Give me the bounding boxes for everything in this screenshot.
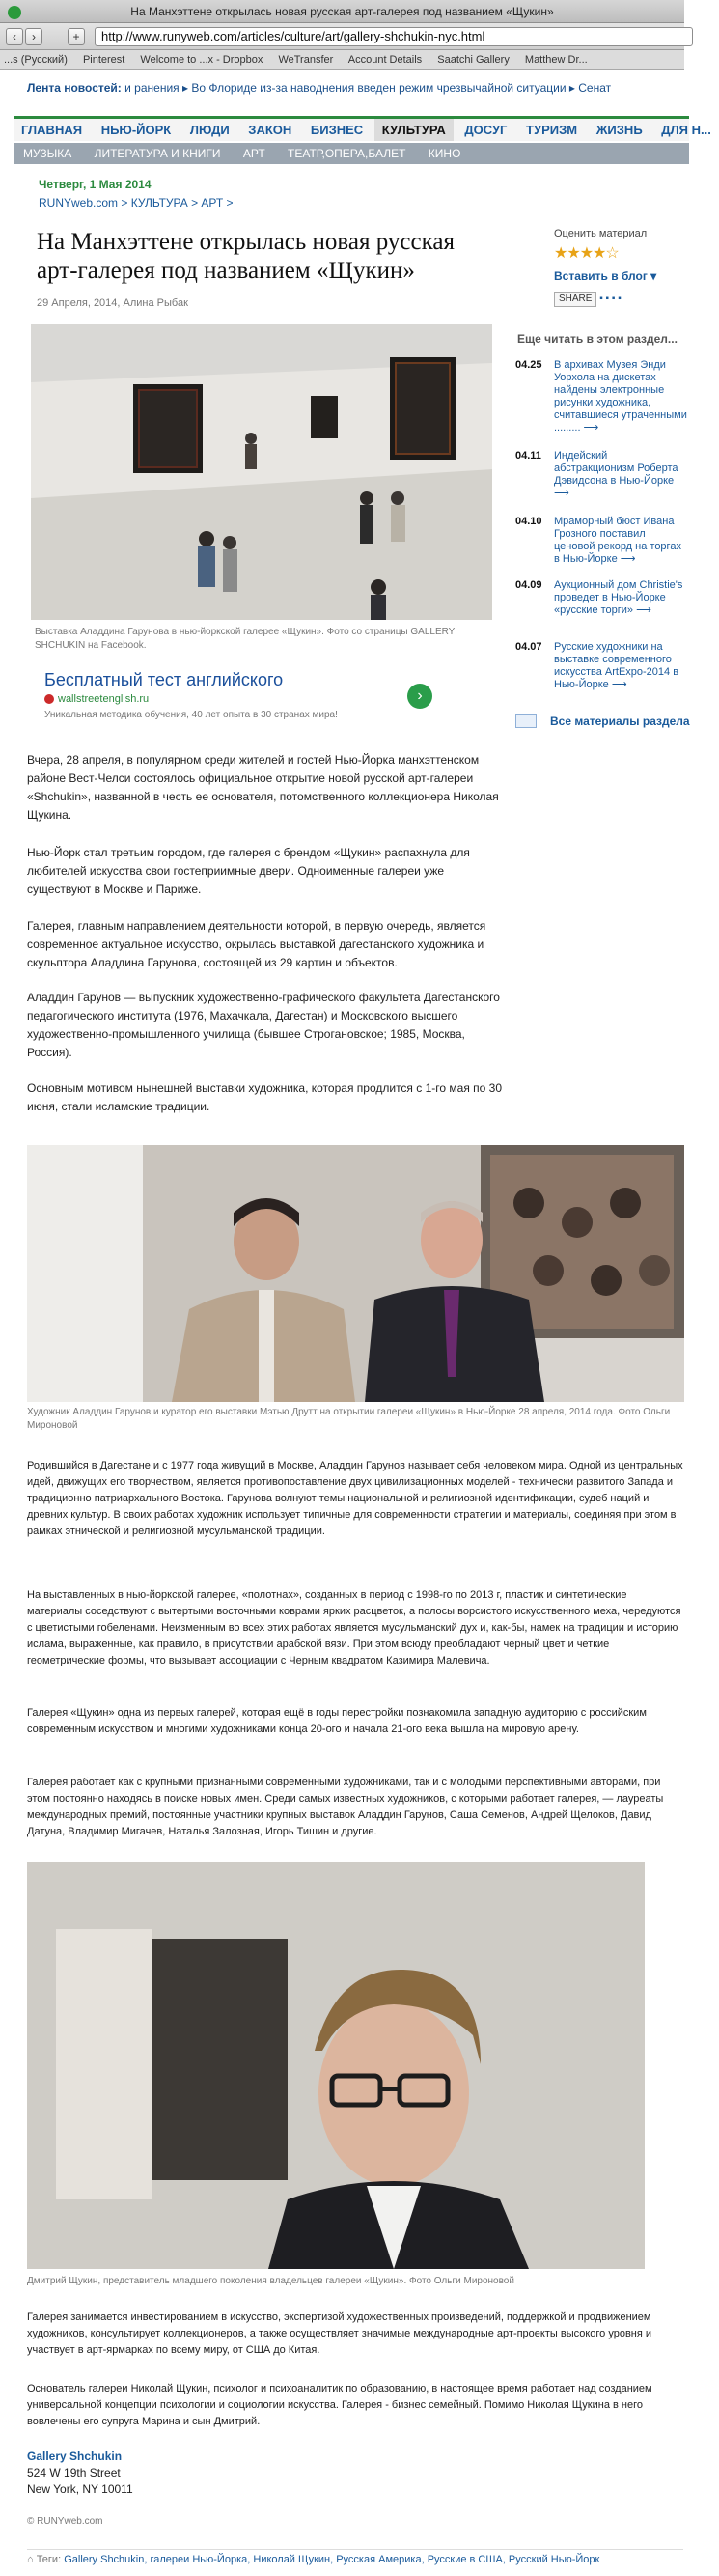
- social-icons[interactable]: ▪ ▪ ▪ ▪: [599, 294, 622, 304]
- artist-and-curator-photo: [27, 1145, 684, 1402]
- bookmark-item[interactable]: Account Details: [347, 54, 423, 66]
- advertisement[interactable]: [37, 670, 436, 726]
- ticker-label: Лента новостей:: [27, 81, 122, 95]
- current-date: Четверг, 1 Мая 2014: [39, 178, 152, 191]
- forward-arrow-icon[interactable]: ›: [25, 28, 42, 45]
- related-item-date: 04.09: [515, 579, 542, 591]
- related-item[interactable]: [515, 641, 684, 703]
- ad-description: Уникальная методика обучения, 40 лет опыта в 30 странах мира!: [44, 710, 338, 720]
- back-arrow-icon[interactable]: ‹: [6, 28, 23, 45]
- bookmark-item[interactable]: Matthew Dr...: [524, 54, 588, 66]
- embed-in-blog-link[interactable]: Вставить в блог ▾: [554, 269, 657, 283]
- bookmark-item[interactable]: WeTransfer: [278, 54, 334, 66]
- gallery-street: 524 W 19th Street: [27, 2466, 121, 2479]
- nav-item-more[interactable]: ДЛЯ Н...: [661, 123, 711, 137]
- gallery-address: [27, 2449, 133, 2498]
- subnav-item-cinema[interactable]: КИНО: [428, 147, 461, 160]
- news-ticker-icon: [8, 6, 21, 19]
- browser-toolbar: [0, 23, 684, 50]
- nav-item-life[interactable]: ЖИЗНЬ: [595, 123, 643, 137]
- nav-item-business[interactable]: БИЗНЕС: [310, 123, 364, 137]
- rating-label: Оценить материал: [554, 228, 648, 239]
- ad-title[interactable]: Бесплатный тест английского: [44, 670, 284, 689]
- subnav-item-theatre[interactable]: ТЕАТР,ОПЕРА,БАЛЕТ: [288, 147, 406, 160]
- nav-item-culture[interactable]: КУЛЬТУРА: [374, 119, 454, 141]
- photo-caption: Художник Аладдин Гарунов и куратор его выставки Мэтью Друтт на открытии галереи «Щукин» в Нью-Йорке 28 апреля, 2014 года. Фото Ольги Мироновой: [27, 1407, 671, 1431]
- subnav-item-literature[interactable]: ЛИТЕРАТУРА И КНИГИ: [94, 147, 221, 160]
- gallery-interior-photo: [31, 324, 492, 620]
- tag-icon: ⌂: [27, 2554, 37, 2565]
- ad-favicon-icon: [44, 694, 54, 704]
- related-item-title[interactable]: Русские художники на выставке современного искусства ArtExpo-2014 в Нью-Йорке ⟶: [554, 641, 679, 690]
- arrow-right-icon[interactable]: ›: [407, 684, 432, 709]
- related-item-title[interactable]: В архивах Музея Энди Уорхола на дискетах найдены электронные рисунки художника, считавшиеся утраченными ......... ⟶: [554, 359, 687, 434]
- tag-link[interactable]: Русская Америка,: [336, 2554, 425, 2565]
- tag-link[interactable]: галереи Нью-Йорка,: [150, 2554, 251, 2565]
- url-bar[interactable]: http://www.runyweb.com/articles/culture/art/gallery-shchukin-nyc.html: [95, 27, 693, 46]
- breadcrumb[interactable]: RUNYweb.com > КУЛЬТУРА > АРТ >: [39, 196, 234, 210]
- nav-item-new-york[interactable]: НЬЮ-ЙОРК: [100, 123, 172, 137]
- article-paragraph: Галерея работает как с крупными признанными современными художниками, так и с молодыми перспективными авторами, при этом постоянно находясь в поиске новых имен. Среди самых известных художников, с которыми работает галерея, — лауреаты международных премий, постоянные участники крупных выставок Аладдин Гарунов, Саша Семенов, Андрей Щелоков, Давид Датуна, Владимир Мигачев, Наталья Залозная, Игорь Тишин и другие.: [27, 1777, 664, 1837]
- tag-link[interactable]: Николай Щукин,: [253, 2554, 334, 2565]
- nav-item-home[interactable]: ГЛАВНАЯ: [21, 123, 83, 137]
- related-item-title[interactable]: Индейский абстракционизм Роберта Дэвидсона в Нью-Йорке ⟶: [554, 450, 678, 499]
- article-paragraph: Основатель галереи Николай Щукин, психолог и психоаналитик по образованию, в настоящее время работает над созданием универсальной концепции психологии и социологии искусства. Галерея - бизнес семейный. Помимо Николая Щукина в него вовлечены его супруга Марина и сын Дмитрий.: [27, 2383, 652, 2427]
- article-paragraph: Вчера, 28 апреля, в популярном среди жителей и гостей Нью-Йорка манхэттенском районе Вест-Челси состоялось официальное открытие новой русской арт-галереи «Shchukin», названной в честь ее основателя, потомственного коллекционера Николая Щукина.: [27, 753, 499, 822]
- copyright: © RUNYweb.com: [27, 2516, 103, 2527]
- related-item[interactable]: [515, 450, 684, 499]
- tags-label: Теги:: [36, 2554, 62, 2565]
- nav-item-people[interactable]: ЛЮДИ: [189, 123, 230, 137]
- gallery-name[interactable]: Gallery Shchukin: [27, 2450, 123, 2463]
- photo-caption: Выставка Аладдина Гарунова в нью-йоркской галерее «Щукин». Фото со страницы GALLERY SHCHUKIN на Facebook.: [35, 627, 456, 651]
- ad-url[interactable]: wallstreetenglish.ru: [58, 693, 150, 705]
- article-paragraph: Аладдин Гарунов — выпускник художественно-графического факультета Дагестанского педагогического института (1976, Махачкала, Дагестан) и Московского высшего художественно-промышленного училища (бывшее Строгановское; 1985, Москва, Россия).: [27, 991, 500, 1059]
- rating-stars[interactable]: ★★★★☆: [554, 245, 619, 262]
- related-item-title[interactable]: Мраморный бюст Ивана Грозного поставил ценовой рекорд на торгах в Нью-Йорке ⟶: [554, 516, 681, 565]
- bookmark-item[interactable]: Pinterest: [82, 54, 125, 66]
- article-paragraph: На выставленных в нью-йоркской галерее, «полотнах», созданных в период с 1998-го по 2013 г, пластик и синтетические материалы соседствуют с вытертыми восточными коврами ярких расцветок, а полосы ворсистого искусственного меха, чередуются с цветистыми гобеленами. Неизменным во всех этих работах является мусульманский дух и, как-бы, намек на традиции и историю ислама, выраженные, как правило, в присутствии арабской вязи. При этом всюду преобладают черный цвет и четкие геометрические формы, что вызывает ассоциации с Черным квадратом Казимира Малевича.: [27, 1589, 681, 1666]
- article-paragraph: Основным мотивом нынешней выставки художника, которая продлится с 1-го мая по 30 июня, стали исламские традиции.: [27, 1081, 502, 1113]
- tags-bar: [27, 2549, 683, 2565]
- nav-item-tourism[interactable]: ТУРИЗМ: [526, 123, 578, 137]
- all-section-materials-link[interactable]: Все материалы раздела: [550, 714, 690, 728]
- article-paragraph: Родившийся в Дагестане и с 1977 года живущий в Москве, Аладдин Гарунов называет себя человеком мира. Одной из центральных идей, движущих его творчеством, является противопоставление двух цивилизационных моделей - технически развитого Запада и традиционно патриархального Востока. Гарунова волнуют темы национальной и религиозной идентификации, судеб наций и древних культур. В своих работах художник использует типичные для современности стратегии и материалы, соединяя при этом в рамках этнической и религиозной мусульманской традиции.: [27, 1460, 683, 1537]
- article-paragraph: Галерея, главным направлением деятельности которой, в первую очередь, является современное актуальное искусство, окрылась выставкой дагестанского художника и скульптора Аладдина Гарунова, состоящей из 29 картин и объектов.: [27, 919, 486, 969]
- share-widget[interactable]: [554, 292, 684, 307]
- bookmark-item[interactable]: ...s (Русский): [4, 54, 68, 66]
- related-item[interactable]: [515, 579, 684, 630]
- article-paragraph: Галерея занимается инвестированием в искусство, экспертизой художественных произведений, поддержкой и продвижением художников, консультирует коллекционеров, а также осуществляет значимые международные арт-проекты высокого уровня и участвует в арт-ярмарках по всему миру, от США до Китая.: [27, 2311, 652, 2356]
- related-item-date: 04.11: [515, 450, 541, 462]
- bookmark-item[interactable]: Welcome to ...x - Dropbox: [140, 54, 263, 66]
- gallery-city: New York, NY 10011: [27, 2482, 133, 2496]
- plus-icon[interactable]: +: [68, 28, 85, 45]
- related-item[interactable]: [515, 516, 684, 566]
- dmitry-shchukin-portrait: [27, 1862, 645, 2269]
- tag-link[interactable]: Gallery Shchukin,: [64, 2554, 148, 2565]
- bookmark-item[interactable]: Saatchi Gallery: [437, 54, 510, 66]
- article-paragraph: Нью-Йорк стал третьим городом, где галерея с брендом «Щукин» распахнула для любителей искусства свои гостеприимные двери. Одноименные галереи уже существуют в Москве и Париже.: [27, 846, 470, 896]
- share-button[interactable]: SHARE: [554, 292, 596, 307]
- nav-item-law[interactable]: ЗАКОН: [248, 123, 292, 137]
- news-ticker[interactable]: [0, 75, 684, 100]
- subnav-item-music[interactable]: МУЗЫКА: [23, 147, 72, 160]
- related-item-date: 04.10: [515, 516, 542, 527]
- window-title: На Манхэттене открылась новая русская арт-галерея под названием «Щукин»: [0, 0, 684, 23]
- article-title: На Манхэттене открылась новая русская арт-галерея под названием «Щукин»: [37, 229, 455, 284]
- article-byline: 29 Апреля, 2014, Алина Рыбак: [37, 297, 188, 309]
- tag-link[interactable]: Русский Нью-Йорк: [508, 2554, 600, 2565]
- nav-item-leisure[interactable]: ДОСУГ: [464, 123, 508, 137]
- article-paragraph: Галерея «Щукин» одна из первых галерей, которая ещё в годы перестройки познакомила западную аудиторию с российским современным искусством и многими художниками конца 20-ого и начала 21-ого века вышла на мировую арену.: [27, 1707, 647, 1735]
- related-item-title[interactable]: Аукционный дом Christie's проведет в Нью-Йорке «русские торги» ⟶: [554, 579, 683, 616]
- related-item-date: 04.07: [515, 641, 542, 653]
- ticker-text[interactable]: и ранения ▸ Во Флориде из-за наводнения введен режим чрезвычайной ситуации ▸ Сенат: [124, 81, 612, 95]
- related-item[interactable]: [515, 359, 687, 438]
- bookmarks-bar: [0, 50, 684, 70]
- main-nav: [14, 116, 711, 141]
- related-section-title: Еще читать в этом раздел...: [517, 332, 684, 350]
- tag-link[interactable]: Русские в США,: [427, 2554, 506, 2565]
- sub-nav: [14, 143, 689, 164]
- subnav-item-art[interactable]: АРТ: [242, 147, 265, 160]
- related-item-date: 04.25: [515, 359, 542, 371]
- photo-caption: Дмитрий Щукин, представитель младшего поколения владельцев галереи «Щукин». Фото Ольги Мироновой: [27, 2276, 514, 2286]
